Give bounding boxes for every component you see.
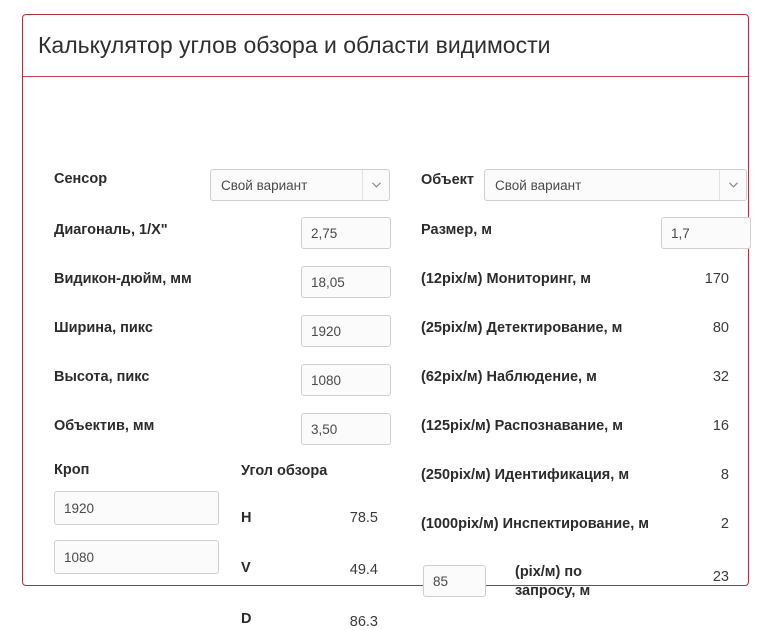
object-label: Объект [421,172,475,188]
object-select[interactable] [484,169,747,201]
object-column [393,77,748,599]
chevron-down-icon [719,170,746,200]
sensor-row-label-3: Высота, пикс [54,369,150,385]
sensor-row-label-2: Ширина, пикс [54,320,153,336]
object-row-label-3: (125pix/м) Распознавание, м [421,418,623,434]
sensor-row-label-0: Диагональ, 1/X" [54,222,168,238]
object-row-value-0: 170 [704,271,729,287]
object-row-value-4: 8 [720,467,729,483]
object-row-label-5: (1000pix/м) Инспектирование, м [421,516,650,532]
object-row-value-5: 2 [720,516,729,532]
object-row-label-4: (250pix/м) Идентификация, м [421,467,630,483]
angle-value-h: 78.5 [349,510,378,526]
object-row-label-1: (25pix/м) Детектирование, м [421,320,623,336]
object-row-value-2: 32 [712,369,729,385]
object-select-value: Свой вариант [495,177,582,193]
object-row-label-2: (62pix/м) Наблюдение, м [421,369,597,385]
request-pix-input[interactable] [423,565,486,597]
sensor-select[interactable] [210,169,390,201]
object-row-label-0: (12pix/м) Мониторинг, м [421,271,591,287]
page-title: Калькулятор углов обзора и области видимости [38,32,551,58]
sensor-height-input[interactable] [301,364,391,396]
angle-value-v: 49.4 [349,562,378,578]
object-size-label: Размер, м [421,222,492,238]
crop-width-input[interactable] [54,491,219,525]
panel-body [23,77,748,630]
object-row-value-1: 80 [712,320,729,336]
sensor-select-value: Свой вариант [221,177,308,193]
chevron-down-icon [362,170,389,200]
sensor-column [23,77,393,630]
angle-key-h: H [241,510,252,526]
sensor-row-label-1: Видикон-дюйм, мм [54,271,192,287]
angle-section-label: Угол обзора [241,463,328,479]
calculator-panel [22,14,749,630]
crop-label: Кроп [54,462,90,478]
object-row-value-3: 16 [712,418,729,434]
object-size-input[interactable] [661,217,751,249]
angle-value-d: 86.3 [349,614,378,630]
sensor-width-input[interactable] [301,315,391,347]
angle-key-v: V [241,560,251,576]
sensor-vidicon-input[interactable] [301,266,391,298]
sensor-lens-input[interactable] [301,413,391,445]
panel-header [23,15,748,77]
angle-key-d: D [241,611,252,627]
sensor-label: Сенсор [54,171,108,187]
sensor-diagonal-input[interactable] [301,217,391,249]
request-pix-value: 23 [712,569,729,585]
sensor-row-label-4: Объектив, мм [54,418,155,434]
crop-height-input[interactable] [54,540,219,574]
request-pix-label: (pix/м) по запросу, м [515,564,591,599]
